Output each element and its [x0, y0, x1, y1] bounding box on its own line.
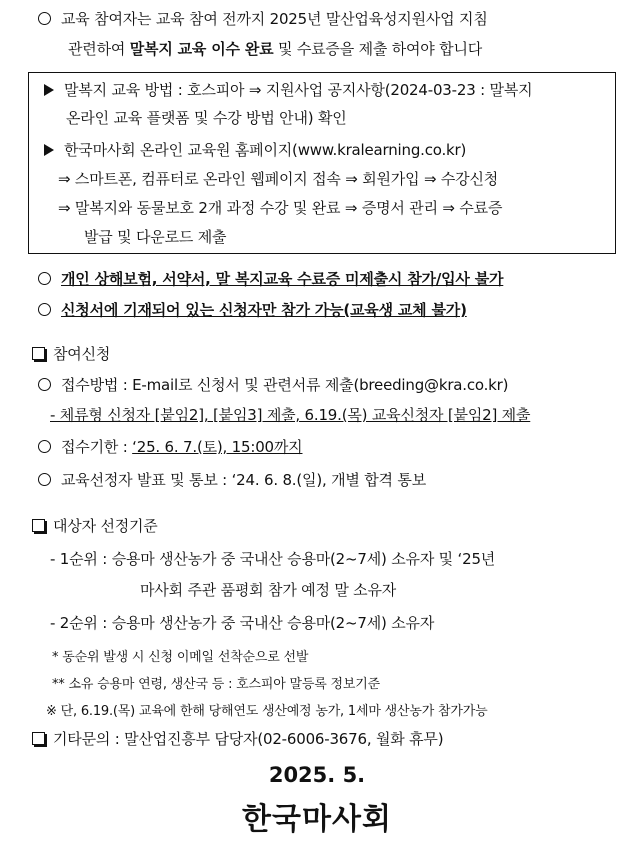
circle-bullet-icon: [38, 272, 51, 285]
triangle-bullet-icon: [44, 84, 54, 96]
apply-announce: 교육선정자 발표 및 통보 : ‘24. 6. 8.(일), 개별 합격 통보: [38, 469, 426, 490]
warning-line-2: 신청서에 기재되어 있는 신청자만 참가 가능(교육생 교체 불가): [38, 299, 467, 320]
circle-bullet-icon: [38, 473, 51, 486]
box-homepage-line: 한국마사회 온라인 교육원 홈페이지(www.kralearning.co.kr): [44, 139, 466, 160]
square-bullet-icon: [32, 519, 45, 532]
box-method-line-1: 말복지 교육 방법 : 호스피아 ⇒ 지원사업 공지사항(2024-03-23 : 말복지: [44, 79, 532, 100]
square-bullet-icon: [32, 347, 45, 360]
apply-method: 접수방법 : E-mail로 신청서 및 관련서류 제출(breeding@kra.co.kr): [38, 374, 508, 395]
criteria-note-1: * 동순위 발생 시 신청 이메일 선착순으로 선발: [52, 650, 309, 665]
apply-stay: - 체류형 신청자 [붙임2], [붙임3] 제출, 6.19.(목) 교육신청자 [붙임2] 제출: [50, 406, 531, 424]
triangle-bullet-icon: [44, 144, 54, 156]
box-steps-line-3: 발급 및 다운로드 제출: [84, 228, 227, 246]
box-steps-line-2: ⇒ 말복지와 동물보호 2개 과정 수강 및 완료 ⇒ 증명서 관리 ⇒ 수료증: [58, 199, 503, 217]
intro-line-2: 관련하여 말복지 교육 이수 완료 및 수료증을 제출 하여야 합니다: [68, 40, 483, 58]
criteria-priority-2: - 2순위 : 승용마 생산농가 중 국내산 승용마(2~7세) 소유자: [50, 614, 435, 632]
box-steps-line-1: ⇒ 스마트폰, 컴퓨터로 온라인 웹페이지 접속 ⇒ 회원가입 ⇒ 수강신청: [58, 170, 499, 188]
criteria-note-3: ※ 단, 6.19.(목) 교육에 한해 당해연도 생산예정 농가, 1세마 생산농가 참가가능: [46, 704, 488, 719]
circle-bullet-icon: [38, 378, 51, 391]
circle-bullet-icon: [38, 303, 51, 316]
contact-line: 기타문의 : 말산업진흥부 담당자(02-6006-3676, 월화 휴무): [32, 728, 443, 749]
criteria-note-2: ** 소유 승용마 연령, 생산국 등 : 호스피아 말등록 정보기준: [52, 677, 380, 692]
box-method-line-2: 온라인 교육 플랫폼 및 수강 방법 안내) 확인: [66, 109, 347, 127]
circle-bullet-icon: [38, 440, 51, 453]
criteria-priority-1: - 1순위 : 승용마 생산농가 중 국내산 승용마(2~7세) 소유자 및 ‘25년: [50, 550, 496, 568]
footer-organization: 한국마사회: [242, 802, 392, 837]
criteria-heading: 대상자 선정기준: [32, 515, 158, 536]
square-bullet-icon: [32, 732, 45, 745]
criteria-priority-1-cont: 마사회 주관 품평회 참가 예정 말 소유자: [140, 581, 397, 599]
circle-bullet-icon: [38, 12, 51, 25]
intro-emphasis: 말복지 교육 이수 완료: [129, 40, 274, 58]
footer-date: 2025. 5.: [268, 763, 366, 787]
intro-line-1: 교육 참여자는 교육 참여 전까지 2025년 말산업육성지원사업 지침: [38, 8, 488, 29]
warning-line-1: 개인 상해보험, 서약서, 말 복지교육 수료증 미제출시 참가/입사 불가: [38, 268, 503, 289]
apply-heading: 참여신청: [32, 343, 110, 364]
apply-deadline: 접수기한 : ‘25. 6. 7.(토), 15:00까지: [38, 436, 302, 457]
